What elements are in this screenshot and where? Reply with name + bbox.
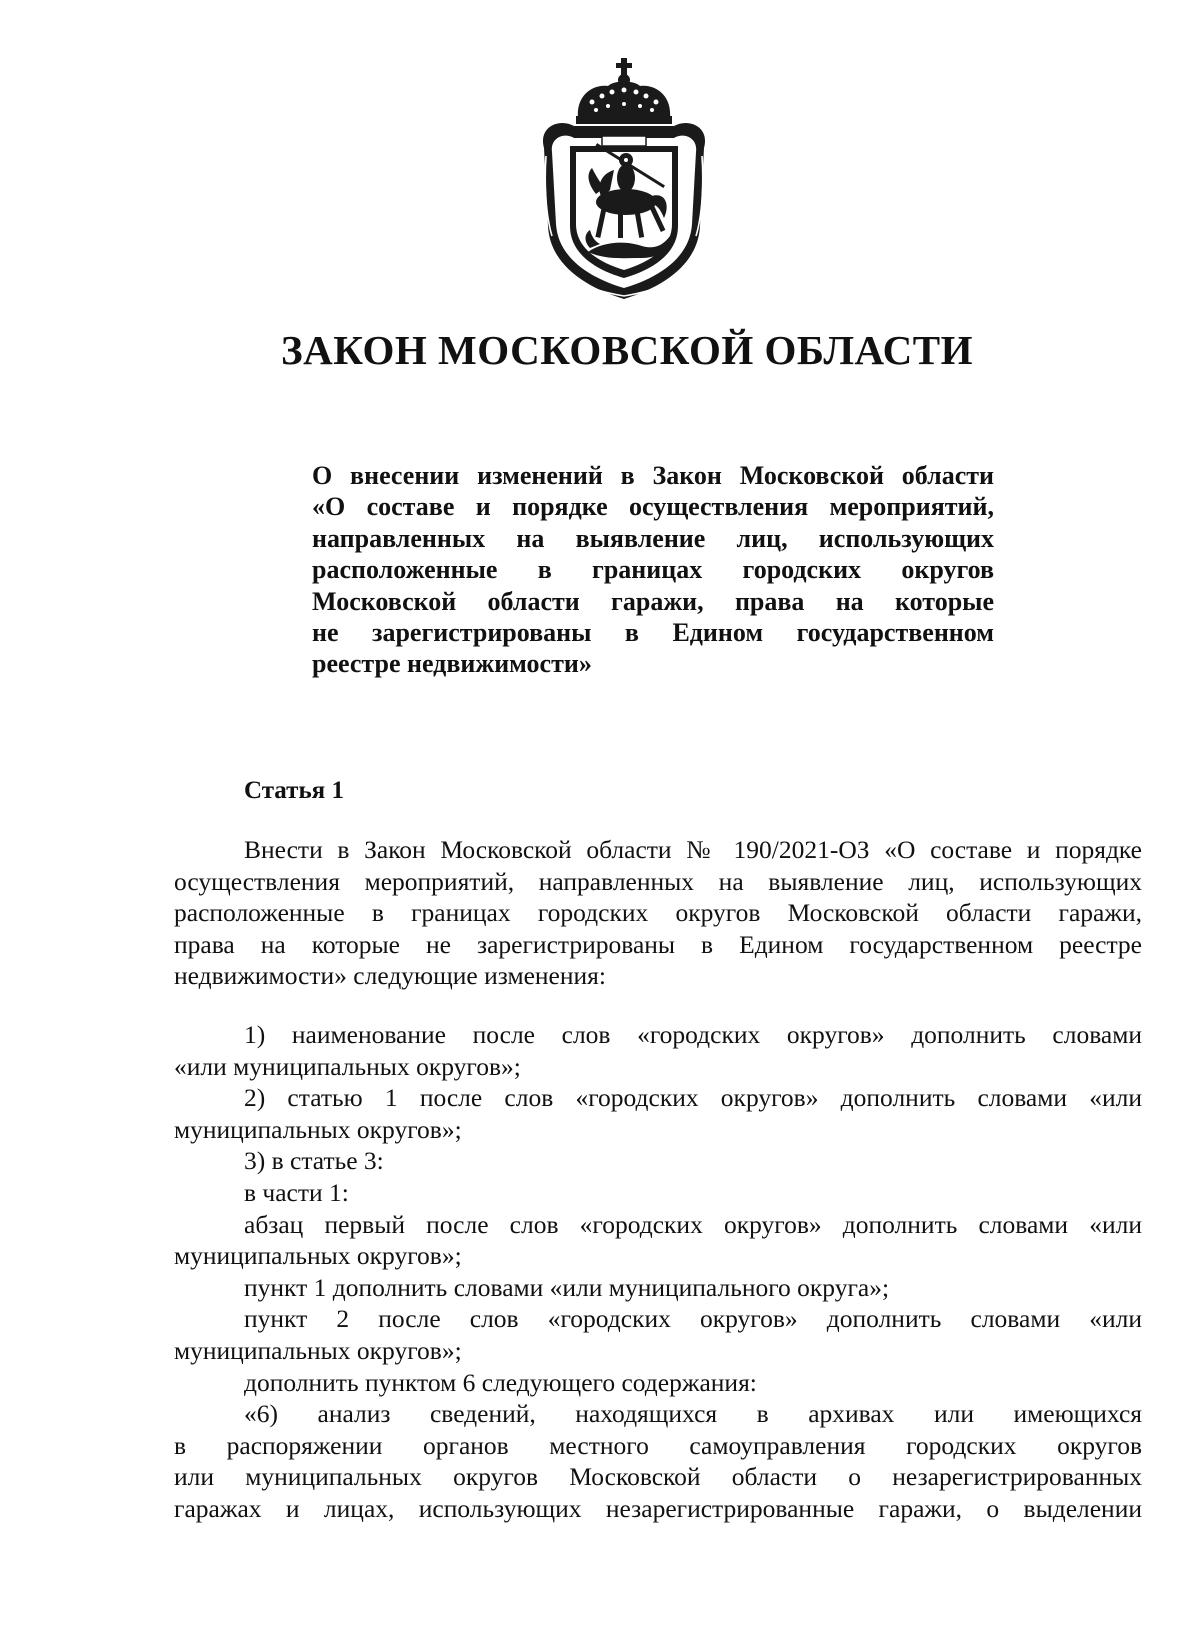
amendment-line: муниципальных округов»; — [174, 1241, 462, 1271]
amendment-line: муниципальных округов»; — [174, 1335, 462, 1365]
paragraph-line: недвижимости» следующие изменения: — [174, 961, 606, 991]
law-subject — [312, 460, 994, 680]
subject-line: расположенные в границах городских округов — [312, 555, 994, 585]
amendment-line: «6) анализ сведений, находящихся в архивах или имеющихся — [244, 1399, 1142, 1429]
amendment-line: пункт 1 дополнить словами «или муниципального округа»; — [244, 1272, 890, 1302]
amendment-line: дополнить пунктом 6 следующего содержания: — [244, 1367, 757, 1397]
paragraph-line: Внести в Закон Московской области № 190/2021-ОЗ «О составе и порядке — [244, 835, 1142, 864]
amendment-line: 1) наименование после слов «городских округов» дополнить словами — [244, 1020, 1142, 1049]
law-title: ЗАКОН МОСКОВСКОЙ ОБЛАСТИ — [281, 327, 973, 373]
amendment-line: муниципальных округов»; — [174, 1114, 462, 1144]
paragraph-line: расположенные в границах городских округов Московской области гаражи, — [174, 898, 1142, 928]
amendment-line: гаражах и лицах, использующих незарегистрированные гаражи, о выделении — [174, 1493, 1142, 1523]
article-intro-paragraph — [174, 834, 1142, 992]
amendment-line: или муниципальных округов Московской области о незарегистрированных — [174, 1462, 1142, 1492]
subject-line: не зарегистрированы в Едином государственном — [312, 617, 994, 647]
subject-line: О внесении изменений в Закон Московской области — [312, 461, 994, 490]
subject-line: направленных на выявление лиц, использующих — [312, 523, 994, 553]
amendment-line: абзац первый после слов «городских округов» дополнить словами «или — [244, 1209, 1142, 1239]
coat-of-arms-icon — [530, 56, 718, 301]
amendment-line: в части 1: — [244, 1177, 349, 1207]
amendment-line: 3) в статье 3: — [244, 1146, 384, 1176]
amendment-line: «или муниципальных округов»; — [174, 1051, 521, 1081]
amendments-list — [174, 1019, 1142, 1525]
amendment-line: 2) статью 1 после слов «городских округов» дополнить словами «или — [244, 1083, 1142, 1113]
paragraph-line: осуществления мероприятий, направленных на выявление лиц, использующих — [174, 866, 1142, 896]
paragraph-line: права на которые не зарегистрированы в Едином государственном реестре — [174, 929, 1142, 959]
subject-line: реестре недвижимости» — [312, 649, 592, 679]
subject-line: Московской области гаражи, права на которые — [312, 586, 994, 616]
article-heading: Статья 1 — [244, 777, 344, 804]
amendment-line: пункт 2 после слов «городских округов» дополнить словами «или — [244, 1304, 1142, 1334]
subject-line: «О составе и порядке осуществления мероприятий, — [312, 492, 994, 522]
amendment-line: в распоряжении органов местного самоуправления городских округов — [174, 1430, 1142, 1460]
